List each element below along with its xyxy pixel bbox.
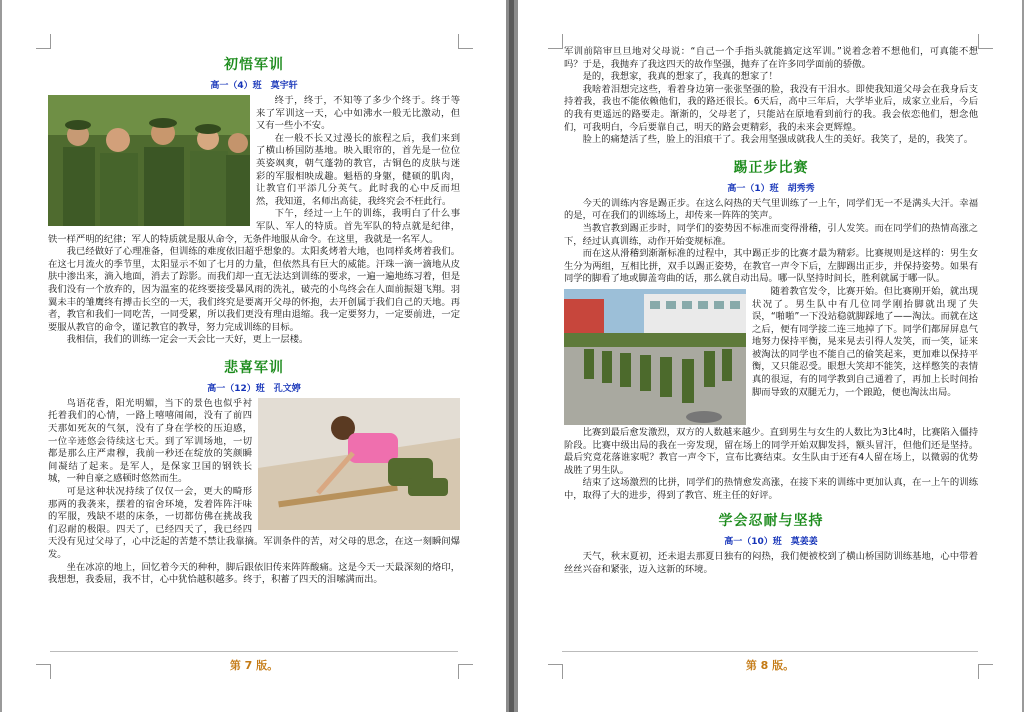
marching-drill-photo <box>564 289 746 425</box>
article-paragraph: 是的，我想家，我真的想家了，我真的想家了！ <box>582 71 778 83</box>
article-paragraph: 终于，终于，不知等了多少个终于。终于等来了军训这一天，心中如沸水一般无比激动，但又有一些小不安。 <box>256 95 460 132</box>
girl-drill-photo <box>258 398 460 530</box>
article-byline: 高一（10）班 莫姜姜 <box>724 537 818 548</box>
article-paragraph: 脸上的痛楚活了些，脸上的泪痕干了。我会用坚强成就我人生的美好。我笑了，是的，我笑了。 <box>582 134 974 146</box>
page-number: 第 8 版。 <box>745 659 795 672</box>
article-paragraph: 在一般不长又过漫长的旅程之后，我们来到了横山桥国防基地。映入眼帘的，首先是一位位英姿飒爽，朝气蓬勃的教官，古铜色的皮肤与迷彩的军服相映成趣。魁梧的身躯，健硕的肌肉，让教官们平添几分英气。此时我的心中反而坦然，我知道，名师出高徒，我终究会不枉此行。 <box>256 132 460 207</box>
right-column <box>564 46 978 577</box>
crop-mark <box>36 34 51 49</box>
article-byline: 高一（12）班 孔文婷 <box>207 383 301 394</box>
article-title: 学会忍耐与坚持 <box>718 513 824 530</box>
article-paragraph: 我相信，我们的训练一定会一天会比一天好，更上一层楼。 <box>66 334 309 346</box>
article-paragraph: 今天的训练内容是踢正步。在这么闷热的天气里训练了一上午，同学们无一不是满头大汗。幸福的是，可在我们的训练场上，却传来一阵阵的笑声。 <box>564 197 978 222</box>
crop-mark <box>458 34 473 49</box>
article-paragraph: 天气，秋末夏初，还未退去那夏日独有的闷热，我们便被校到了横山桥国防训练基地，心中带着丝丝兴奋和紧张，迈入这新的环境。 <box>564 551 978 576</box>
article-paragraph: 当教官教到踢正步时，同学们的姿势因不标准而变得滑稽，引人发笑。而在同学们的热情高涨之下，经过认真训练，动作开始变规标准。 <box>564 222 978 247</box>
article-title: 悲喜军训 <box>224 359 284 376</box>
page-8 <box>518 0 1022 712</box>
article-paragraph: 可是这种状况持续了仅仅一会，更大的畸形那两的我袭来，摆着的宿舍环境，发着阵阵汗味的军服，残缺不堪的床条，一切都仿佛在挑战我们忍耐的极限。四天了，已经四天了，我已经四天没有见过父母了，心中泛起的苦楚不禁让我靠摘。军训条件的苦，对父母的思念，在这一刻瞬间爆发。 <box>48 486 460 560</box>
article-paragraph: 我啥着泪想完这些，看着身边第一张张坚强的脸，我没有干泪水。即使我知道父母会在我身后支持着我，我也不能依赖他们，我的路还很长。6天后，高中三年后，大学毕业后，成家立业后，今后的我有更遥远的路要走。渐渐的，父母老了，只能站在原地看到前行的我。我会依恋他们，想念他们，可我明白，今后要靠自己，明天的路会更精彩，我的未来会更辉煌。 <box>564 83 978 133</box>
crop-mark <box>548 34 563 49</box>
article-paragraph: 随着教官发令，比赛开始。但比赛刚开始，就出现状况了。男生队中有几位同学刚抬脚就出现了失误，“啪啪”一下没站稳就脚踩地了——淘汰。而就在这之后，便有同学接二连三地掉了下。同学们都屏屏息气地努力保持平衡，晃来晃去引得人发笑，而一笑，证来被淘汰的同学也不能自己的偷笑起来，更加难以保持平衡，又只能忍受。眼想大笑却不能笑，这样憋笑的表情真的很逗，有的同学教到自己通着了，再加上长时间抬脚而导致的双腿无力，一个踉跄，便也淘汰出局。 <box>752 285 978 398</box>
page-7 <box>2 0 506 712</box>
article-paragraph: 下午，经过一上午的训练，我明白了什么事军队、军人的特质。首先军队的特点就是纪律，铁一样严明的纪律；军人的特质就是服从命令，无条件地服从命令。在这里，我就是一名军人。 <box>48 208 460 245</box>
soldiers-photo <box>48 95 250 226</box>
page-number: 第 7 版。 <box>229 659 279 672</box>
article-title: 初悟军训 <box>224 57 284 73</box>
article-byline: 高一（1）班 胡秀秀 <box>727 183 815 194</box>
crop-mark <box>978 34 993 49</box>
footer-divider <box>50 651 458 652</box>
article-byline: 高一（4）班 莫宇轩 <box>210 81 298 91</box>
article-paragraph: 军训前陪审旦旦地对父母说：“自己一个手指头就能搞定这军训。”说着念着不想他们，可真能不想吗？于是，我抛弃了我这四天的故作坚强，抛弃了在许多同学面前的骄傲。 <box>564 46 978 70</box>
article-paragraph: 比赛到最后愈发激烈，双方的人数越来越少。直到男生与女生的人数比为3比4时，比赛陷入僵持阶段。比赛中级出局的我在一旁发现，留在场上的同学开始双脚发抖，额头冒汗，但他们还是坚持。最后究竟花落谁家呢？教官一声令下，宣布比赛结束。女生队由于还有4人留在场上，以微弱的优势战胜了男生队。 <box>564 426 978 476</box>
article-paragraph: 而在这从滑稽到渐渐标准的过程中，其中踢正步的比赛才最为精彩。比赛规则是这样的：男生女生分为两组，互相比拼，双手以踢正姿势，在教官一声令下后，左脚踢出正步，并保持姿势。如果有同学的脚看了地或脚盖弯曲的话，那么就自动出局。哪一队坚持时间长，胜利就属于哪一队。 <box>564 248 978 285</box>
article-paragraph: 结束了这场激烈的比拼，同学们的热情愈发高涨，在接下来的训练中更加认真，在一上午的训练中，取得了大的进步，得到了教官、班主任的好评。 <box>564 477 978 501</box>
article-paragraph: 鸟语花香，阳光明媚，当下的景色也似乎衬托着我们的心情，一路上嘻嘻闹闹，没有了前四天那如死灰的气氛，没有了身在学校的压迫感，一位辛迹悠会待续这七天。到了军训场地，一切都是那么庄严肃穆，我前一秒还在绽放的笑颜瞬间凝结了起来。是军人，是保家卫国的钢铁长城，一种自豪之感顿时悠然而生。 <box>48 397 252 485</box>
page-gutter <box>506 0 518 712</box>
article-title: 踢正步比赛 <box>733 159 809 176</box>
left-column <box>48 54 460 587</box>
article-paragraph: 坐在冰凉的地上，回忆着今天的种种，脚后跟依旧传来阵阵酸痛。这是今天一天最深刻的烙印，我想想，我委屈，我不甘，心中犹恰越积越多。终于，积蓄了四天的泪嗦满而出。 <box>48 561 460 586</box>
footer-divider <box>562 651 978 652</box>
article-paragraph: 我已经做好了心理准备，但训练的难度依旧超乎想象的。太阳炙烤着大地，也同样炙烤着我们。在这七月流火的季节里，太阳显示不如了七月的力量，但依然具有巨大的威能。汗珠一滴一滴地从皮肤中渗出来，滴入地面，消去了踪影。而我们却一直无法达到训练的要求，一遍一遍地练习着，但是我们没有一个放弃的，因为温室的花终要接受暴风雨的洗礼，破壳的小鸟终会在人面前振翅飞翔。羽翼未丰的雏鹰终有搏击长空的一天，我们终究是要离开父母的怀抱，去开创属于我们自己的天地。再者，教官和我们一同吃苦，一同受累，所以我们更没有理由退缩。我一定要努力，一定要前进，一定要服从教官的命令，谨记教官的教导，努力完成训练的目标。 <box>48 246 460 333</box>
